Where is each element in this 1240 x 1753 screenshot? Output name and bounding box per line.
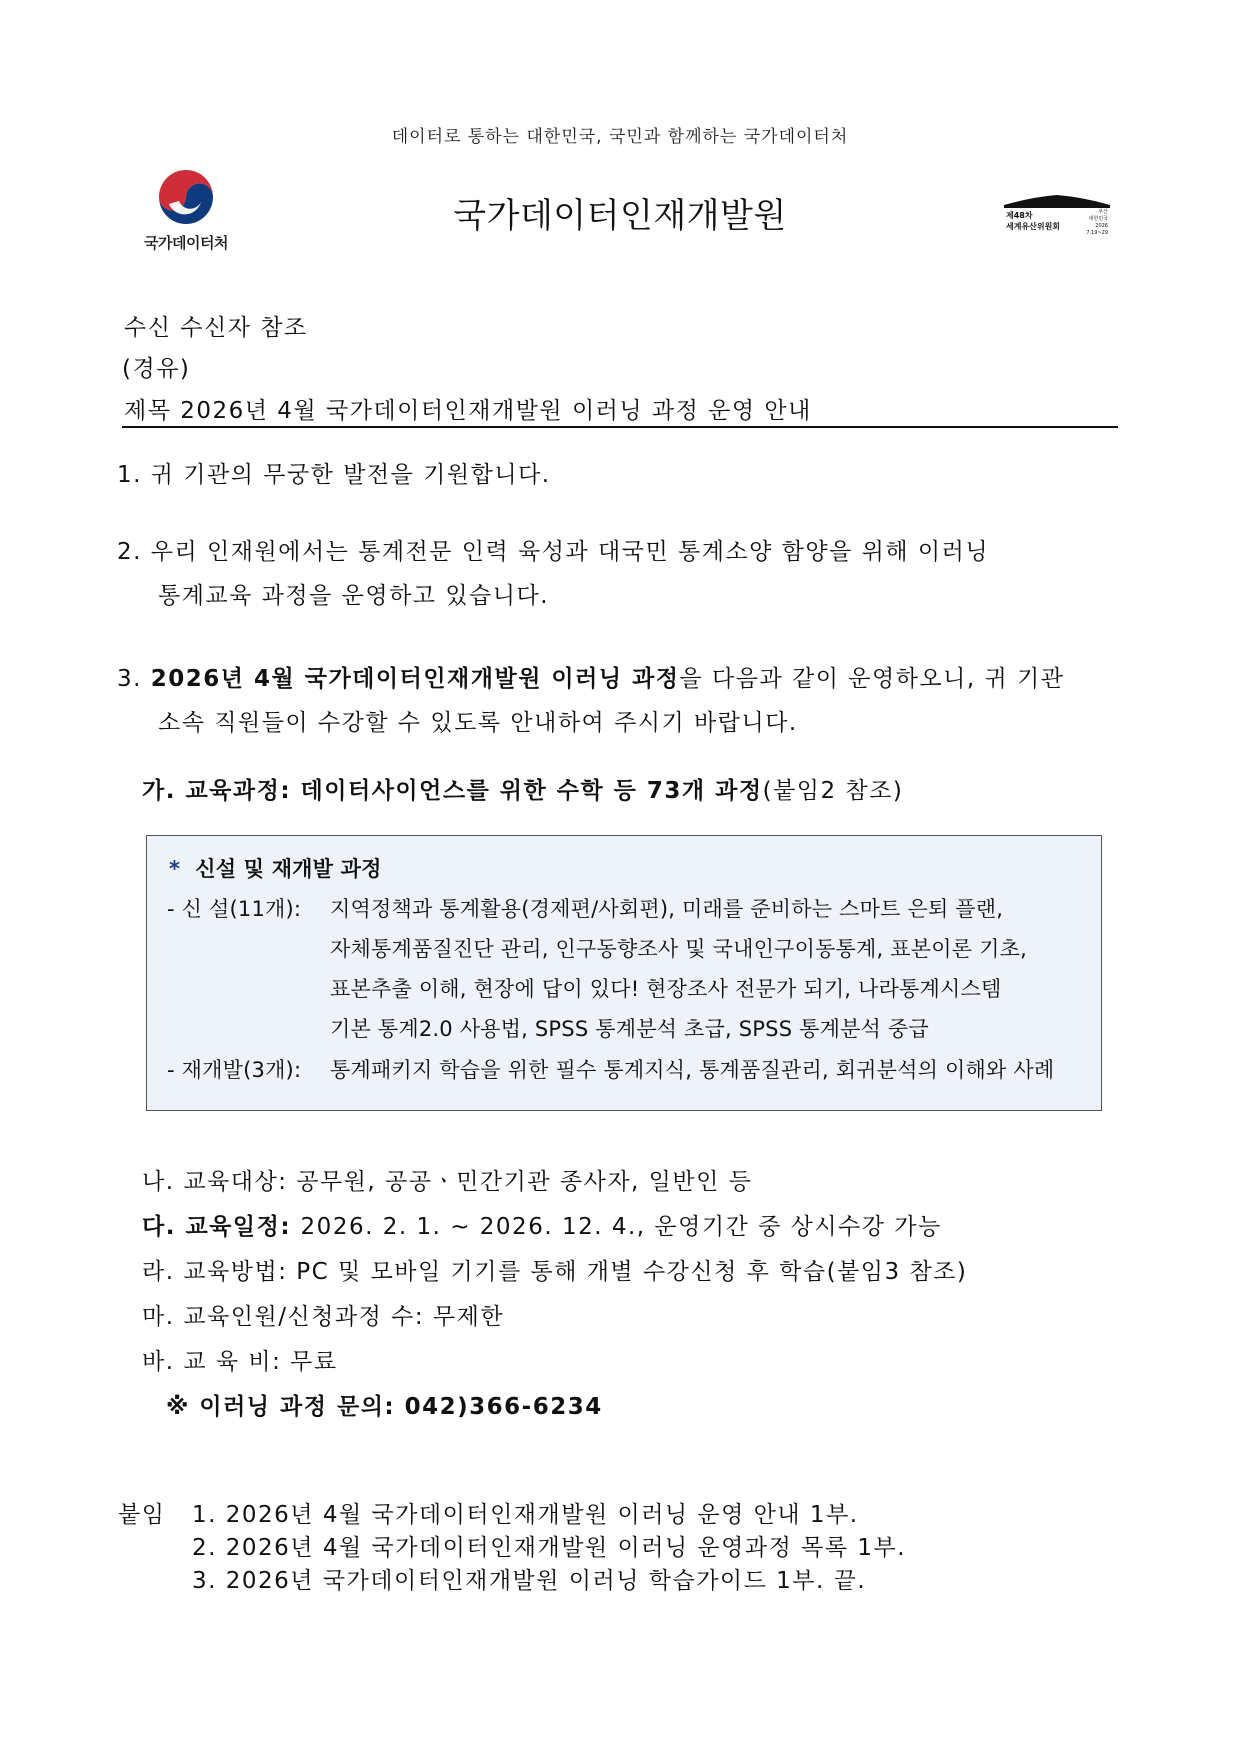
org-title: 국가데이터인재개발원 <box>453 196 787 236</box>
new-line-3: 표본추출 이해, 현장에 답이 있다! 현장조사 전문가 되기, 나라통계시스템 <box>330 977 1002 1001</box>
logo-text: 국가데이터처 <box>144 234 228 252</box>
item-ra: 라. 교육방법: PC 및 모바일 기기를 통해 개별 수강신청 후 학습(붙임3 참조) <box>142 1259 968 1285</box>
subject-divider <box>122 426 1118 428</box>
paragraph-3-rest: 을 다음과 같이 운영하오니, 귀 기관 <box>679 666 1065 692</box>
paragraph-2-line2: 통계교육 과정을 운영하고 있습니다. <box>158 583 550 609</box>
new-line-4: 기본 통계2.0 사용법, SPSS 통계분석 초급, SPSS 통계분석 중급 <box>330 1017 929 1041</box>
new-courses-box <box>146 835 1102 1111</box>
item-ba: 바. 교 육 비: 무료 <box>142 1349 338 1375</box>
emblem-small4: 7.19~29 <box>1086 230 1108 236</box>
redev-label: - 재개발(3개): <box>167 1058 302 1082</box>
item-da-bold: 다. 교육일정: <box>142 1214 301 1240</box>
slogan: 데이터로 통하는 대한민국, 국민과 함께하는 국가데이터처 <box>391 127 849 147</box>
paragraph-3-line1 <box>117 660 1064 693</box>
paragraph-3-line2: 소속 직원들이 수강할 수 있도록 안내하여 주시기 바랍니다. <box>158 710 798 736</box>
item-da <box>142 1208 942 1241</box>
paragraph-1: 1. 귀 기관의 무궁한 발전을 기원합니다. <box>117 462 551 488</box>
emblem-small1: 부산 <box>1098 209 1108 215</box>
paragraph-3-prefix: 3. <box>117 666 151 692</box>
attachment-2: 2. 2026년 4월 국가데이터인재개발원 이러닝 운영과정 목록 1부. <box>192 1535 907 1561</box>
heritage-committee-emblem <box>1002 193 1112 237</box>
item-ga <box>142 772 903 805</box>
new-label: - 신 설(11개): <box>167 897 302 921</box>
paragraph-2-line1: 2. 우리 인재원에서는 통계전문 인력 육성과 대국민 통계소양 함양을 위해 이러닝 <box>117 539 990 565</box>
star-icon: * <box>169 857 181 881</box>
via-line: (경유) <box>122 356 191 382</box>
emblem-small2: 대한민국 <box>1088 216 1108 222</box>
subject-line: 제목 2026년 4월 국가데이터인재개발원 이러닝 과정 운영 안내 <box>124 398 812 424</box>
emblem-line1: 제48차 <box>1006 211 1033 220</box>
attachment-3: 3. 2026년 국가데이터인재개발원 이러닝 학습가이드 1부. 끝. <box>192 1568 867 1594</box>
contact-line: ※ 이러닝 과정 문의: 042)366-6234 <box>166 1394 603 1420</box>
attachment-1: 1. 2026년 4월 국가데이터인재개발원 이러닝 운영 안내 1부. <box>192 1502 859 1528</box>
recipient-line: 수신 수신자 참조 <box>124 315 308 341</box>
paragraph-3-bold: 2026년 4월 국가데이터인재개발원 이러닝 과정 <box>150 666 680 692</box>
box-title <box>169 853 382 883</box>
attachments-label: 붙임 <box>118 1502 166 1528</box>
new-line-1: 지역정책과 통계활용(경제편/사회편), 미래를 준비하는 스마트 은퇴 플랜, <box>330 897 1004 921</box>
item-ga-bold: 가. 교육과정: 데이터사이언스를 위한 수학 등 73개 과정 <box>142 778 763 804</box>
emblem-line2: 세계유산위원회 <box>1006 222 1061 231</box>
item-da-rest: 2026. 2. 1. ~ 2026. 12. 4., 운영기간 중 상시수강 가능 <box>300 1214 942 1240</box>
redev-line: 통계패키지 학습을 위한 필수 통계지식, 통계품질관리, 회귀분석의 이해와 사례 <box>330 1058 1055 1082</box>
box-title-text: 신설 및 재개발 과정 <box>195 857 382 881</box>
item-na: 나. 교육대상: 공무원, 공공ㆍ민간기관 종사자, 일반인 등 <box>142 1169 753 1195</box>
item-ma: 마. 교육인원/신청과정 수: 무제한 <box>142 1304 505 1330</box>
new-line-2: 자체통계품질진단 관리, 인구동향조사 및 국내인구이동통계, 표본이론 기초, <box>330 937 1027 961</box>
item-ga-rest: (붙임2 참조) <box>762 778 904 804</box>
emblem-small3: 2026 <box>1095 223 1108 229</box>
